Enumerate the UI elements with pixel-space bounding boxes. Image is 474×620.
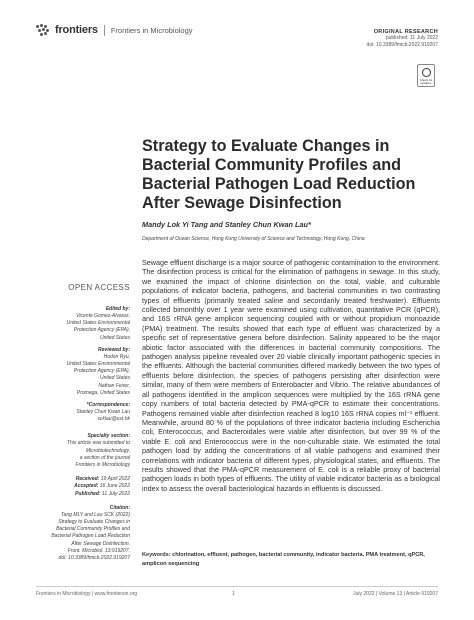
article-type: ORIGINAL RESEARCH (373, 29, 438, 35)
citation-heading: Citation: (109, 504, 130, 511)
frontiers-dots-icon (36, 24, 52, 36)
title-line: Strategy to Evaluate Changes in (142, 137, 390, 155)
title-line: Bacterial Pathogen Load Reduction (142, 175, 416, 193)
check-updates-icon (422, 68, 431, 77)
title-line: Bacterial Community Profiles and (142, 156, 402, 174)
open-access-label: OPEN ACCESS (68, 283, 130, 292)
received-date: Received: 19 April 2022 (75, 476, 130, 483)
edited-by-heading: Edited by: (105, 306, 130, 312)
correspondence-heading: *Correspondence: (86, 402, 130, 409)
article-doi[interactable]: doi: 10.3389/fmicb.2022.919207 (366, 41, 438, 48)
check-updates-label: Check for updates (419, 77, 433, 85)
specialty-info: This article was submitted to Microbiotechnology, a section of the journal Frontiers in Microbiology (66, 440, 130, 469)
affiliation: Department of Ocean Science, Hong Kong University of Science and Technology, Hong Kong, China (142, 236, 365, 242)
footer-issue: July 2022 | Volume 13 | Article 919207 (353, 591, 438, 597)
footer-journal[interactable]: Frontiers in Microbiology | www.frontiersin.org (36, 591, 138, 597)
abstract-text: Sewage effluent discharge is a major source of pathogenic contamination to the environment. The disinfection process is critical for the elimination of pathogens in sewage. In this study, we examined the impact of chlorine disinfection on the total, viable, and culturable populations of indicator bacteria, pathogens, and bacterial communities in two contrasting types of effluents (primarily treated saline and secondarily treated freshwater). Effluents collected bimonthly over 1 year were examined using cultivation, quantitative PCR (qPCR), and 16S rRNA gene amplicon sequencing coupled with or without propidium monoazide (PMA) treatment. The results showed that each type of effluent was characterized by a specific set of representative genera before disinfection. Salinity appeared to be the major abiotic factor associated with the differences in bacterial community compositions. The pathogen analysis pipeline revealed over 20 viable clinically important pathogenic species in the effluents. Although the bacterial communities differed markedly between the two types of effluents before disinfection, the species of pathogens persisting after disinfection were similar, many of them were members of Enterobacter and Vibrio. The relative abundances of all pathogens identified in the amplicon sequences were multiplied by the 16S rRNA gene copy numbers of total bacteria detected by PMA-qPCR to estimate their concentrations. Pathogens remained viable after disinfection reached 8 log10 16S rRNA copies ml⁻¹ effluent. Meanwhile, around 80 % of the populations of three indicator bacteria including Escherichia coli, Enterococcus, and Bacteroidales were viable after disinfection, but over 99 % of the viable E. coli and Enterococcus were in the non-culturable state. We estimated the total pathogen load by adding the concentrations of all viable pathogens and examined their correlations with indicator bacteria of different types, physiological states, and effluents. The results showed that the PMA-qPCR measurement of E. coli is a reliable proxy of bacterial pathogen loads in both types of effluents. The utility of viable indicator bacteria as a biological index to assess the overall bacteriological hazards in effluents is discussed. (142, 258, 440, 493)
page-number: 1 (232, 591, 235, 597)
specialty-heading: Specialty section: (87, 433, 130, 440)
page-footer (36, 586, 438, 597)
author-list[interactable]: Mandy Lok Yi Tang and Stanley Chun Kwan Lau* (142, 220, 311, 229)
keywords (142, 551, 440, 568)
article-title (142, 137, 442, 213)
reviewer-info[interactable]: Hodon Ryu, United States Environmental Protection Agency (EPA), United States Nathan Feirer, Promega, United States (66, 353, 130, 396)
frontiers-logo[interactable] (36, 24, 193, 36)
citation-info[interactable]: Tang MLY and Lau SCK (2022) Strategy to Evaluate Changes in Bacterial Community Profiles and Bacterial Pathogen Load Reduction After Sewage Disinfection. Front. Microbiol. 13:919207. doi: 10.3389/fmicb.2022.919207 (51, 511, 130, 562)
journal-name[interactable]: Frontiers in Microbiology (110, 25, 193, 35)
published-date: published: 11 July 2022 (385, 35, 438, 41)
page-header (0, 0, 474, 60)
keywords-label: Keywords: (142, 552, 171, 558)
editor-info[interactable]: Vicente Gomez-Alvarez, United States Environmental Protection Agency (EPA), United States (66, 313, 130, 341)
logo-divider (104, 25, 105, 36)
article-dates (36, 476, 130, 498)
published-date-sidebar: Published: 11 July 2022 (75, 490, 130, 497)
accepted-date: Accepted: 16 June 2022 (74, 483, 130, 490)
article-meta (367, 29, 438, 48)
check-for-updates-badge[interactable] (417, 64, 435, 87)
article-sidebar (36, 283, 130, 562)
correspondence-info[interactable]: Stanley Chun Kwan Lau scklau@ust.hk (76, 409, 130, 423)
brand-name: frontiers (55, 24, 98, 36)
title-line: After Sewage Disinfection (142, 194, 342, 212)
keywords-list: chlorination, effluent, pathogen, bacterial community, indicator bacteria, PMA treatment, qPCR, amplicon sequencing (142, 552, 425, 567)
reviewed-by-heading: Reviewed by: (98, 346, 130, 353)
